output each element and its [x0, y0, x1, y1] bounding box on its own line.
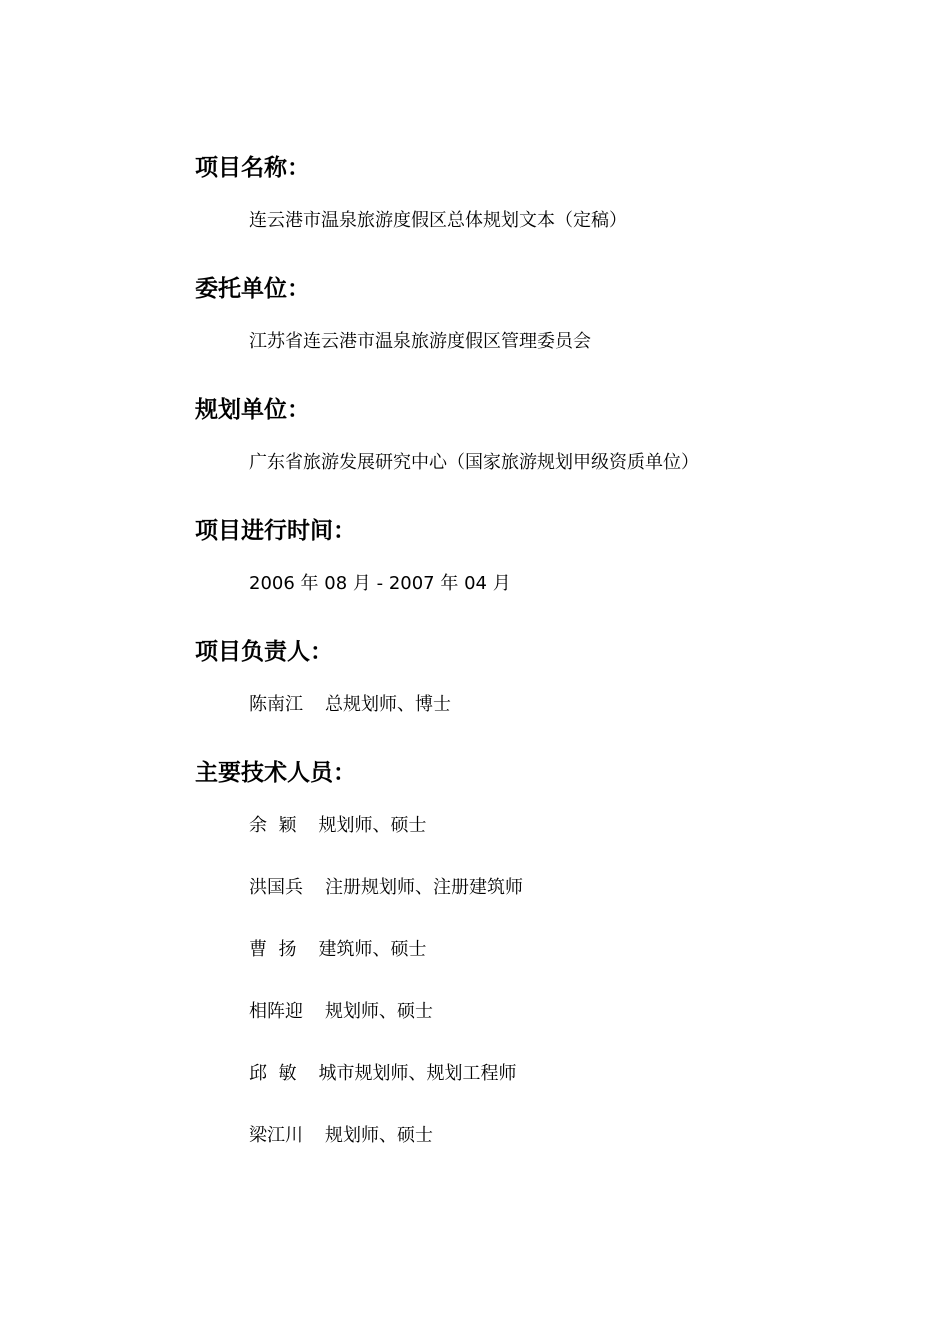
leader-heading: 项目负责人：	[195, 639, 333, 665]
staff-member-title: 规划师、硕士	[325, 1125, 433, 1146]
staff-member-title: 城市规划师、规划工程师	[318, 1063, 517, 1084]
client-value: 江苏省连云港市温泉旅游度假区管理委员会	[249, 331, 591, 352]
leader-name: 陈南江	[249, 694, 303, 715]
project-name-value: 连云港市温泉旅游度假区总体规划文本（定稿）	[249, 210, 627, 231]
staff-member	[249, 813, 426, 839]
staff-member	[249, 1123, 433, 1149]
staff-member-name: 梁江川	[249, 1125, 303, 1146]
client-heading: 委托单位：	[195, 276, 310, 302]
staff-member	[249, 875, 523, 901]
planner-value: 广东省旅游发展研究中心（国家旅游规划甲级资质单位）	[249, 452, 699, 473]
period-heading: 项目进行时间：	[195, 518, 356, 544]
leader-line	[249, 692, 451, 718]
staff-member-name: 余 颖	[249, 815, 297, 836]
staff-member-name: 邱 敏	[249, 1063, 297, 1084]
staff-member-title: 建筑师、硕士	[318, 939, 427, 960]
planner-heading: 规划单位：	[195, 397, 310, 423]
staff-member	[249, 999, 433, 1025]
staff-member-title: 注册规划师、注册建筑师	[325, 877, 523, 898]
staff-member-name: 相阵迎	[249, 1001, 303, 1022]
staff-member	[249, 937, 426, 963]
project-name-heading: 项目名称：	[195, 155, 310, 181]
leader-title: 总规划师、博士	[325, 694, 451, 715]
staff-member-name: 洪国兵	[249, 877, 303, 898]
staff-member-name: 曹 扬	[249, 939, 297, 960]
period-value: 2006 年 08 月 - 2007 年 04 月	[249, 573, 511, 594]
staff-member-title: 规划师、硕士	[325, 1001, 433, 1022]
staff-member-title: 规划师、硕士	[318, 815, 427, 836]
staff-heading: 主要技术人员：	[195, 760, 356, 786]
staff-member	[249, 1061, 516, 1087]
